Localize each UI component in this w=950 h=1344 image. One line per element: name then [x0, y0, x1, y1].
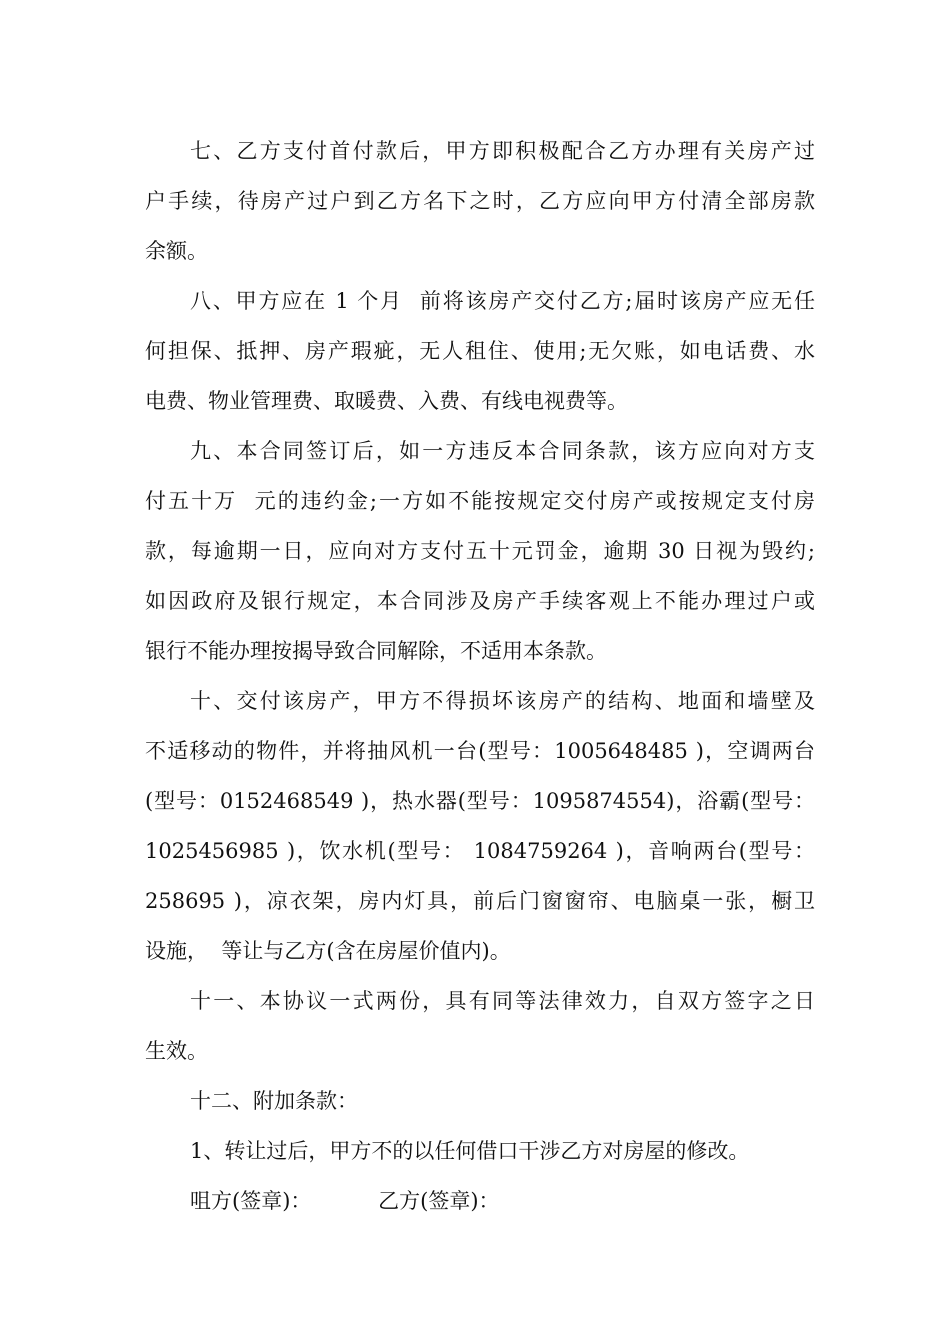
section-heading: 十二、附加条款： [190, 1089, 358, 1113]
text-line: 余额。 [145, 239, 208, 263]
text-line: 1025456985 )，饮水机(型号： 1084759264 )，音响两台(型号： [145, 839, 815, 863]
signature-line: 咀方(签章)： 乙方(签章)： [190, 1189, 500, 1213]
text-line: 电费、物业管理费、取暖费、入费、有线电视费等。 [145, 389, 628, 413]
text-line: 258695 )，凉衣架，房内灯具，前后门窗窗帘、电脑桌一张，橱卫 [145, 889, 815, 913]
text-line: 1、转让过后，甲方不的以任何借口干涉乙方对房屋的修改。 [190, 1139, 750, 1163]
text-line: 不适移动的物件，并将抽风机一台(型号：1005648485 )，空调两台 [145, 739, 815, 763]
text-line: 七、乙方支付首付款后，甲方即积极配合乙方办理有关房产过 [190, 139, 815, 163]
text-line: 生效。 [145, 1039, 208, 1063]
text-line: 付五十万 元的违约金;一方如不能按规定交付房产或按规定支付房 [145, 489, 815, 513]
text-line: 十、交付该房产，甲方不得损坏该房产的结构、地面和墙壁及 [190, 689, 815, 713]
text-line: 如因政府及银行规定，本合同涉及房产手续客观上不能办理过户或 [145, 589, 815, 613]
text-line: (型号：0152468549 )，热水器(型号：1095874554)，浴霸(型号： [145, 789, 815, 813]
text-line: 十一、本协议一式两份，具有同等法律效力，自双方签字之日 [190, 989, 815, 1013]
text-line: 八、甲方应在 1 个月 前将该房产交付乙方;届时该房产应无任 [190, 289, 815, 313]
text-line: 银行不能办理按揭导致合同解除，不适用本条款。 [145, 639, 607, 663]
text-line: 设施， 等让与乙方(含在房屋价值内)。 [145, 939, 511, 963]
text-line: 户手续，待房产过户到乙方名下之时，乙方应向甲方付清全部房款 [145, 189, 815, 213]
text-line: 何担保、抵押、房产瑕疵，无人租住、使用;无欠账，如电话费、水 [145, 339, 815, 363]
text-line: 款，每逾期一日，应向对方支付五十元罚金，逾期 30 日视为毁约; [145, 539, 815, 563]
text-line: 九、本合同签订后，如一方违反本合同条款，该方应向对方支 [190, 439, 815, 463]
